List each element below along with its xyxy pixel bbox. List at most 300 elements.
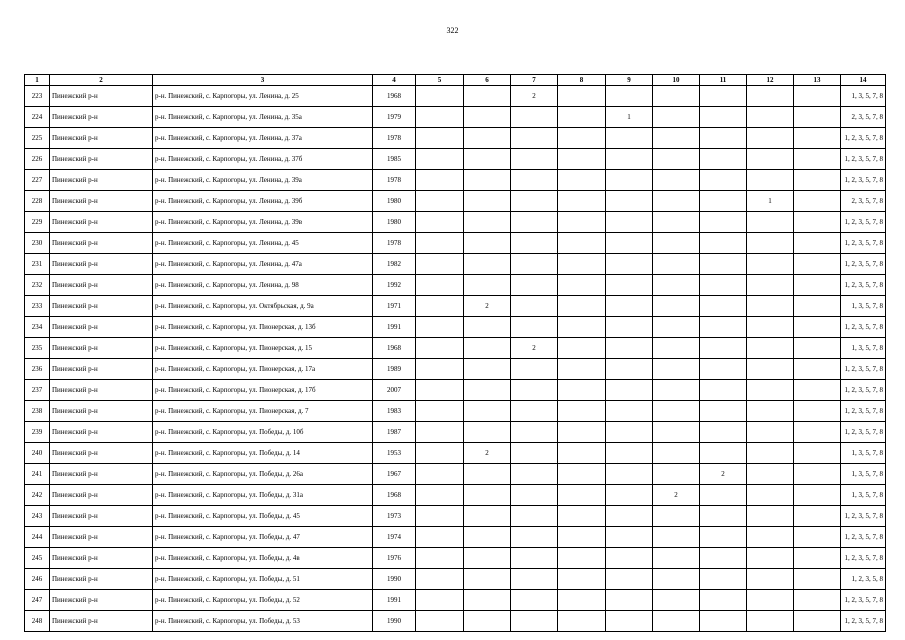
mark-cell-col-13 bbox=[794, 464, 841, 485]
mark-cell-col-8 bbox=[558, 191, 606, 212]
mark-cell-col-10 bbox=[653, 380, 700, 401]
mark-cell-col-9 bbox=[606, 569, 653, 590]
mark-cell-col-8 bbox=[558, 611, 606, 632]
mark-cell-col-5 bbox=[416, 464, 464, 485]
address-cell: р-н. Пинежский, с. Карпогоры, ул. Победы, д. 45 bbox=[153, 506, 373, 527]
mark-cell-col-8 bbox=[558, 485, 606, 506]
mark-cell-col-10 bbox=[653, 149, 700, 170]
district-cell: Пинежский р-н bbox=[50, 212, 153, 233]
codes-cell: 1, 2, 3, 5, 7, 8 bbox=[841, 422, 886, 443]
mark-cell-col-13 bbox=[794, 86, 841, 107]
mark-cell-col-12: 1 bbox=[747, 191, 794, 212]
mark-cell-col-9 bbox=[606, 506, 653, 527]
mark-cell-col-6: 2 bbox=[464, 296, 511, 317]
mark-cell-col-11 bbox=[700, 401, 747, 422]
table-row bbox=[25, 464, 886, 485]
district-cell: Пинежский р-н bbox=[50, 443, 153, 464]
codes-cell: 1, 3, 5, 7, 8 bbox=[841, 86, 886, 107]
mark-cell-col-13 bbox=[794, 275, 841, 296]
row-number-cell: 248 bbox=[25, 611, 50, 632]
year-cell: 1968 bbox=[373, 485, 416, 506]
mark-cell-col-12 bbox=[747, 569, 794, 590]
mark-cell-col-9 bbox=[606, 338, 653, 359]
mark-cell-col-7 bbox=[511, 254, 558, 275]
mark-cell-col-9 bbox=[606, 296, 653, 317]
year-cell: 1968 bbox=[373, 338, 416, 359]
mark-cell-col-12 bbox=[747, 275, 794, 296]
mark-cell-col-13 bbox=[794, 149, 841, 170]
mark-cell-col-13 bbox=[794, 338, 841, 359]
mark-cell-col-5 bbox=[416, 569, 464, 590]
district-cell: Пинежский р-н bbox=[50, 191, 153, 212]
mark-cell-col-10 bbox=[653, 107, 700, 128]
row-number-cell: 232 bbox=[25, 275, 50, 296]
column-header-8: 8 bbox=[558, 75, 606, 86]
mark-cell-col-11 bbox=[700, 422, 747, 443]
mark-cell-col-11 bbox=[700, 443, 747, 464]
row-number-cell: 240 bbox=[25, 443, 50, 464]
mark-cell-col-9 bbox=[606, 380, 653, 401]
row-number-cell: 245 bbox=[25, 548, 50, 569]
year-cell: 1990 bbox=[373, 569, 416, 590]
mark-cell-col-12 bbox=[747, 86, 794, 107]
district-cell: Пинежский р-н bbox=[50, 548, 153, 569]
mark-cell-col-7: 2 bbox=[511, 86, 558, 107]
mark-cell-col-8 bbox=[558, 380, 606, 401]
mark-cell-col-13 bbox=[794, 443, 841, 464]
year-cell: 1992 bbox=[373, 275, 416, 296]
column-header-10: 10 bbox=[653, 75, 700, 86]
year-cell: 1974 bbox=[373, 527, 416, 548]
mark-cell-col-12 bbox=[747, 401, 794, 422]
header-row bbox=[25, 75, 886, 86]
table-body bbox=[25, 86, 886, 632]
district-cell: Пинежский р-н bbox=[50, 611, 153, 632]
table-row bbox=[25, 569, 886, 590]
mark-cell-col-13 bbox=[794, 107, 841, 128]
mark-cell-col-8 bbox=[558, 170, 606, 191]
registry-table bbox=[24, 74, 886, 632]
mark-cell-col-6 bbox=[464, 128, 511, 149]
mark-cell-col-12 bbox=[747, 128, 794, 149]
mark-cell-col-11 bbox=[700, 317, 747, 338]
district-cell: Пинежский р-н bbox=[50, 401, 153, 422]
district-cell: Пинежский р-н bbox=[50, 107, 153, 128]
codes-cell: 1, 2, 3, 5, 7, 8 bbox=[841, 212, 886, 233]
mark-cell-col-8 bbox=[558, 107, 606, 128]
mark-cell-col-13 bbox=[794, 548, 841, 569]
mark-cell-col-6 bbox=[464, 317, 511, 338]
mark-cell-col-9 bbox=[606, 128, 653, 149]
mark-cell-col-12 bbox=[747, 527, 794, 548]
mark-cell-col-7 bbox=[511, 548, 558, 569]
mark-cell-col-11 bbox=[700, 569, 747, 590]
codes-cell: 1, 3, 5, 7, 8 bbox=[841, 338, 886, 359]
mark-cell-col-9 bbox=[606, 212, 653, 233]
district-cell: Пинежский р-н bbox=[50, 338, 153, 359]
year-cell: 1983 bbox=[373, 401, 416, 422]
mark-cell-col-6 bbox=[464, 401, 511, 422]
year-cell: 1980 bbox=[373, 191, 416, 212]
mark-cell-col-13 bbox=[794, 569, 841, 590]
mark-cell-col-5 bbox=[416, 611, 464, 632]
row-number-cell: 237 bbox=[25, 380, 50, 401]
mark-cell-col-6 bbox=[464, 548, 511, 569]
mark-cell-col-8 bbox=[558, 548, 606, 569]
mark-cell-col-13 bbox=[794, 317, 841, 338]
year-cell: 1978 bbox=[373, 170, 416, 191]
mark-cell-col-7 bbox=[511, 275, 558, 296]
district-cell: Пинежский р-н bbox=[50, 149, 153, 170]
mark-cell-col-9 bbox=[606, 527, 653, 548]
mark-cell-col-6 bbox=[464, 107, 511, 128]
mark-cell-col-9 bbox=[606, 443, 653, 464]
codes-cell: 1, 3, 5, 7, 8 bbox=[841, 296, 886, 317]
mark-cell-col-12 bbox=[747, 233, 794, 254]
mark-cell-col-12 bbox=[747, 380, 794, 401]
codes-cell: 1, 2, 3, 5, 7, 8 bbox=[841, 548, 886, 569]
district-cell: Пинежский р-н bbox=[50, 275, 153, 296]
mark-cell-col-10 bbox=[653, 590, 700, 611]
mark-cell-col-13 bbox=[794, 233, 841, 254]
mark-cell-col-9 bbox=[606, 590, 653, 611]
table-row bbox=[25, 254, 886, 275]
mark-cell-col-12 bbox=[747, 359, 794, 380]
mark-cell-col-7 bbox=[511, 422, 558, 443]
table-row bbox=[25, 86, 886, 107]
mark-cell-col-7 bbox=[511, 296, 558, 317]
codes-cell: 1, 2, 3, 5, 7, 8 bbox=[841, 590, 886, 611]
mark-cell-col-8 bbox=[558, 212, 606, 233]
district-cell: Пинежский р-н bbox=[50, 86, 153, 107]
mark-cell-col-13 bbox=[794, 254, 841, 275]
table-row bbox=[25, 380, 886, 401]
mark-cell-col-11 bbox=[700, 128, 747, 149]
mark-cell-col-5 bbox=[416, 170, 464, 191]
mark-cell-col-7 bbox=[511, 443, 558, 464]
mark-cell-col-8 bbox=[558, 149, 606, 170]
mark-cell-col-6 bbox=[464, 464, 511, 485]
mark-cell-col-13 bbox=[794, 128, 841, 149]
mark-cell-col-12 bbox=[747, 170, 794, 191]
mark-cell-col-10 bbox=[653, 527, 700, 548]
mark-cell-col-12 bbox=[747, 254, 794, 275]
address-cell: р-н. Пинежский, с. Карпогоры, ул. Победы, д. 47 bbox=[153, 527, 373, 548]
mark-cell-col-11 bbox=[700, 380, 747, 401]
mark-cell-col-6 bbox=[464, 422, 511, 443]
table-row bbox=[25, 485, 886, 506]
mark-cell-col-7 bbox=[511, 464, 558, 485]
mark-cell-col-11 bbox=[700, 338, 747, 359]
table-row bbox=[25, 191, 886, 212]
table-row bbox=[25, 359, 886, 380]
mark-cell-col-8 bbox=[558, 86, 606, 107]
mark-cell-col-9 bbox=[606, 359, 653, 380]
codes-cell: 1, 2, 3, 5, 7, 8 bbox=[841, 254, 886, 275]
mark-cell-col-12 bbox=[747, 485, 794, 506]
mark-cell-col-7 bbox=[511, 149, 558, 170]
year-cell: 1991 bbox=[373, 317, 416, 338]
mark-cell-col-6 bbox=[464, 191, 511, 212]
mark-cell-col-8 bbox=[558, 401, 606, 422]
mark-cell-col-8 bbox=[558, 590, 606, 611]
year-cell: 1967 bbox=[373, 464, 416, 485]
mark-cell-col-8 bbox=[558, 569, 606, 590]
mark-cell-col-7 bbox=[511, 506, 558, 527]
address-cell: р-н. Пинежский, с. Карпогоры, ул. Победы, д. 14 bbox=[153, 443, 373, 464]
address-cell: р-н. Пинежский, с. Карпогоры, ул. Пионерская, д. 15 bbox=[153, 338, 373, 359]
table-row bbox=[25, 590, 886, 611]
mark-cell-col-5 bbox=[416, 107, 464, 128]
address-cell: р-н. Пинежский, с. Карпогоры, ул. Пионерская, д. 13б bbox=[153, 317, 373, 338]
district-cell: Пинежский р-н bbox=[50, 464, 153, 485]
column-header-3: 3 bbox=[153, 75, 373, 86]
mark-cell-col-7 bbox=[511, 107, 558, 128]
row-number-cell: 236 bbox=[25, 359, 50, 380]
district-cell: Пинежский р-н bbox=[50, 506, 153, 527]
mark-cell-col-9 bbox=[606, 485, 653, 506]
district-cell: Пинежский р-н bbox=[50, 233, 153, 254]
mark-cell-col-10 bbox=[653, 401, 700, 422]
mark-cell-col-10 bbox=[653, 128, 700, 149]
mark-cell-col-10 bbox=[653, 191, 700, 212]
row-number-cell: 235 bbox=[25, 338, 50, 359]
mark-cell-col-13 bbox=[794, 422, 841, 443]
mark-cell-col-7 bbox=[511, 401, 558, 422]
codes-cell: 1, 2, 3, 5, 7, 8 bbox=[841, 233, 886, 254]
mark-cell-col-11 bbox=[700, 275, 747, 296]
mark-cell-col-9 bbox=[606, 86, 653, 107]
codes-cell: 1, 3, 5, 7, 8 bbox=[841, 443, 886, 464]
row-number-cell: 228 bbox=[25, 191, 50, 212]
address-cell: р-н. Пинежский, с. Карпогоры, ул. Пионерская, д. 17б bbox=[153, 380, 373, 401]
mark-cell-col-5 bbox=[416, 422, 464, 443]
mark-cell-col-9 bbox=[606, 191, 653, 212]
column-header-13: 13 bbox=[794, 75, 841, 86]
mark-cell-col-7 bbox=[511, 485, 558, 506]
mark-cell-col-11: 2 bbox=[700, 464, 747, 485]
mark-cell-col-9 bbox=[606, 170, 653, 191]
mark-cell-col-5 bbox=[416, 380, 464, 401]
mark-cell-col-10 bbox=[653, 548, 700, 569]
mark-cell-col-11 bbox=[700, 296, 747, 317]
codes-cell: 1, 2, 3, 5, 7, 8 bbox=[841, 149, 886, 170]
row-number-cell: 223 bbox=[25, 86, 50, 107]
mark-cell-col-10 bbox=[653, 170, 700, 191]
address-cell: р-н. Пинежский, с. Карпогоры, ул. Ленина, д. 39а bbox=[153, 170, 373, 191]
mark-cell-col-10 bbox=[653, 86, 700, 107]
column-header-9: 9 bbox=[606, 75, 653, 86]
year-cell: 1978 bbox=[373, 233, 416, 254]
address-cell: р-н. Пинежский, с. Карпогоры, ул. Ленина, д. 35а bbox=[153, 107, 373, 128]
mark-cell-col-13 bbox=[794, 296, 841, 317]
mark-cell-col-8 bbox=[558, 275, 606, 296]
mark-cell-col-10 bbox=[653, 443, 700, 464]
row-number-cell: 243 bbox=[25, 506, 50, 527]
year-cell: 1979 bbox=[373, 107, 416, 128]
district-cell: Пинежский р-н bbox=[50, 485, 153, 506]
mark-cell-col-12 bbox=[747, 548, 794, 569]
column-header-12: 12 bbox=[747, 75, 794, 86]
codes-cell: 1, 2, 3, 5, 7, 8 bbox=[841, 401, 886, 422]
mark-cell-col-5 bbox=[416, 149, 464, 170]
codes-cell: 2, 3, 5, 7, 8 bbox=[841, 107, 886, 128]
codes-cell: 1, 2, 3, 5, 7, 8 bbox=[841, 359, 886, 380]
mark-cell-col-10 bbox=[653, 611, 700, 632]
column-header-1: 1 bbox=[25, 75, 50, 86]
table-row bbox=[25, 233, 886, 254]
district-cell: Пинежский р-н bbox=[50, 296, 153, 317]
mark-cell-col-9 bbox=[606, 149, 653, 170]
mark-cell-col-10 bbox=[653, 296, 700, 317]
mark-cell-col-13 bbox=[794, 401, 841, 422]
mark-cell-col-8 bbox=[558, 359, 606, 380]
mark-cell-col-9 bbox=[606, 254, 653, 275]
codes-cell: 1, 3, 5, 7, 8 bbox=[841, 485, 886, 506]
mark-cell-col-8 bbox=[558, 443, 606, 464]
mark-cell-col-11 bbox=[700, 212, 747, 233]
mark-cell-col-7 bbox=[511, 233, 558, 254]
mark-cell-col-7 bbox=[511, 590, 558, 611]
mark-cell-col-7 bbox=[511, 212, 558, 233]
district-cell: Пинежский р-н bbox=[50, 359, 153, 380]
mark-cell-col-6 bbox=[464, 254, 511, 275]
address-cell: р-н. Пинежский, с. Карпогоры, ул. Победы, д. 4в bbox=[153, 548, 373, 569]
address-cell: р-н. Пинежский, с. Карпогоры, ул. Ленина, д. 37а bbox=[153, 128, 373, 149]
row-number-cell: 234 bbox=[25, 317, 50, 338]
table-row bbox=[25, 275, 886, 296]
mark-cell-col-5 bbox=[416, 191, 464, 212]
mark-cell-col-7 bbox=[511, 569, 558, 590]
mark-cell-col-8 bbox=[558, 296, 606, 317]
mark-cell-col-5 bbox=[416, 233, 464, 254]
address-cell: р-н. Пинежский, с. Карпогоры, ул. Ленина, д. 37б bbox=[153, 149, 373, 170]
mark-cell-col-8 bbox=[558, 527, 606, 548]
column-header-11: 11 bbox=[700, 75, 747, 86]
mark-cell-col-10 bbox=[653, 569, 700, 590]
mark-cell-col-11 bbox=[700, 233, 747, 254]
mark-cell-col-6: 2 bbox=[464, 443, 511, 464]
row-number-cell: 225 bbox=[25, 128, 50, 149]
district-cell: Пинежский р-н bbox=[50, 128, 153, 149]
mark-cell-col-9 bbox=[606, 422, 653, 443]
codes-cell: 1, 2, 3, 5, 7, 8 bbox=[841, 128, 886, 149]
mark-cell-col-13 bbox=[794, 170, 841, 191]
table-row bbox=[25, 128, 886, 149]
column-header-14: 14 bbox=[841, 75, 886, 86]
mark-cell-col-5 bbox=[416, 527, 464, 548]
address-cell: р-н. Пинежский, с. Карпогоры, ул. Ленина, д. 39в bbox=[153, 212, 373, 233]
mark-cell-col-13 bbox=[794, 380, 841, 401]
year-cell: 1982 bbox=[373, 254, 416, 275]
codes-cell: 1, 2, 3, 5, 7, 8 bbox=[841, 611, 886, 632]
mark-cell-col-12 bbox=[747, 212, 794, 233]
mark-cell-col-6 bbox=[464, 527, 511, 548]
mark-cell-col-12 bbox=[747, 107, 794, 128]
mark-cell-col-7 bbox=[511, 191, 558, 212]
mark-cell-col-8 bbox=[558, 464, 606, 485]
mark-cell-col-11 bbox=[700, 548, 747, 569]
codes-cell: 1, 3, 5, 7, 8 bbox=[841, 464, 886, 485]
year-cell: 1973 bbox=[373, 506, 416, 527]
mark-cell-col-12 bbox=[747, 590, 794, 611]
mark-cell-col-11 bbox=[700, 527, 747, 548]
row-number-cell: 239 bbox=[25, 422, 50, 443]
mark-cell-col-11 bbox=[700, 506, 747, 527]
mark-cell-col-7 bbox=[511, 380, 558, 401]
mark-cell-col-10 bbox=[653, 212, 700, 233]
mark-cell-col-12 bbox=[747, 443, 794, 464]
mark-cell-col-13 bbox=[794, 212, 841, 233]
codes-cell: 1, 2, 3, 5, 7, 8 bbox=[841, 275, 886, 296]
page-number: 322 bbox=[446, 26, 459, 35]
address-cell: р-н. Пинежский, с. Карпогоры, ул. Октябрьская, д. 9а bbox=[153, 296, 373, 317]
mark-cell-col-5 bbox=[416, 548, 464, 569]
year-cell: 2007 bbox=[373, 380, 416, 401]
mark-cell-col-6 bbox=[464, 149, 511, 170]
year-cell: 1953 bbox=[373, 443, 416, 464]
table-row bbox=[25, 212, 886, 233]
mark-cell-col-12 bbox=[747, 317, 794, 338]
mark-cell-col-8 bbox=[558, 128, 606, 149]
mark-cell-col-13 bbox=[794, 191, 841, 212]
mark-cell-col-6 bbox=[464, 485, 511, 506]
mark-cell-col-5 bbox=[416, 212, 464, 233]
column-header-2: 2 bbox=[50, 75, 153, 86]
address-cell: р-н. Пинежский, с. Карпогоры, ул. Победы, д. 51 bbox=[153, 569, 373, 590]
mark-cell-col-11 bbox=[700, 86, 747, 107]
mark-cell-col-11 bbox=[700, 149, 747, 170]
year-cell: 1968 bbox=[373, 86, 416, 107]
mark-cell-col-5 bbox=[416, 506, 464, 527]
mark-cell-col-11 bbox=[700, 191, 747, 212]
table-row bbox=[25, 422, 886, 443]
year-cell: 1991 bbox=[373, 590, 416, 611]
codes-cell: 1, 2, 3, 5, 7, 8 bbox=[841, 170, 886, 191]
address-cell: р-н. Пинежский, с. Карпогоры, ул. Победы, д. 26а bbox=[153, 464, 373, 485]
address-cell: р-н. Пинежский, с. Карпогоры, ул. Ленина, д. 25 bbox=[153, 86, 373, 107]
row-number-cell: 229 bbox=[25, 212, 50, 233]
row-number-cell: 224 bbox=[25, 107, 50, 128]
mark-cell-col-9 bbox=[606, 401, 653, 422]
mark-cell-col-10 bbox=[653, 506, 700, 527]
mark-cell-col-7 bbox=[511, 128, 558, 149]
mark-cell-col-9 bbox=[606, 233, 653, 254]
mark-cell-col-12 bbox=[747, 506, 794, 527]
mark-cell-col-8 bbox=[558, 338, 606, 359]
mark-cell-col-6 bbox=[464, 275, 511, 296]
mark-cell-col-9 bbox=[606, 611, 653, 632]
mark-cell-col-5 bbox=[416, 443, 464, 464]
mark-cell-col-10 bbox=[653, 275, 700, 296]
district-cell: Пинежский р-н bbox=[50, 170, 153, 191]
mark-cell-col-5 bbox=[416, 86, 464, 107]
codes-cell: 2, 3, 5, 7, 8 bbox=[841, 191, 886, 212]
district-cell: Пинежский р-н bbox=[50, 317, 153, 338]
row-number-cell: 230 bbox=[25, 233, 50, 254]
year-cell: 1976 bbox=[373, 548, 416, 569]
row-number-cell: 231 bbox=[25, 254, 50, 275]
mark-cell-col-6 bbox=[464, 380, 511, 401]
column-header-5: 5 bbox=[416, 75, 464, 86]
mark-cell-col-7 bbox=[511, 611, 558, 632]
year-cell: 1980 bbox=[373, 212, 416, 233]
mark-cell-col-12 bbox=[747, 422, 794, 443]
mark-cell-col-10 bbox=[653, 338, 700, 359]
mark-cell-col-13 bbox=[794, 506, 841, 527]
column-header-4: 4 bbox=[373, 75, 416, 86]
address-cell: р-н. Пинежский, с. Карпогоры, ул. Пионерская, д. 17а bbox=[153, 359, 373, 380]
